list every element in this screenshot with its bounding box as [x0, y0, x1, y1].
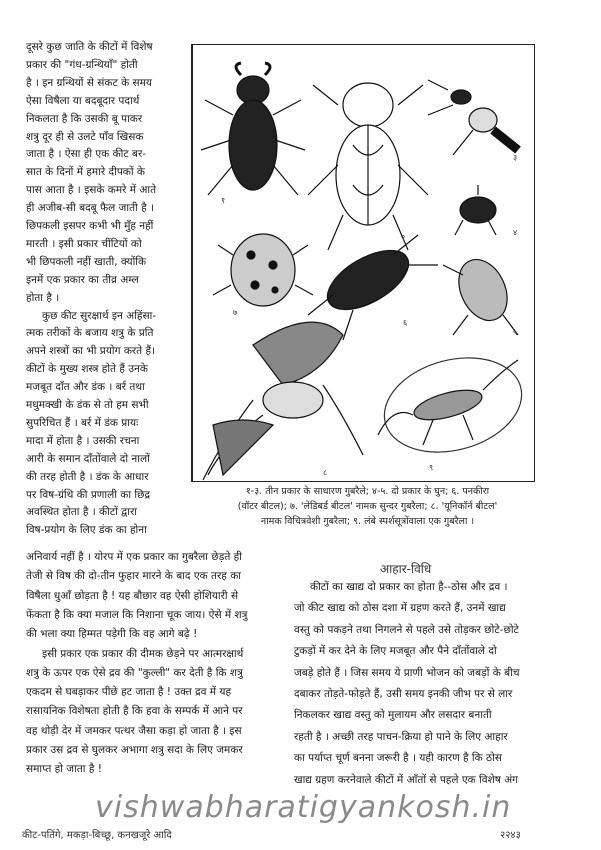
watermark: vishwabharatigyankosh.in	[95, 790, 512, 825]
text-line: वह थोड़ी देर में जमकर पत्थर जैसा कड़ा हो जाता है । इस	[26, 724, 242, 737]
text-line: ही अजीब-सी बदबू फैल जाती है ।	[26, 202, 155, 215]
text-line: मारती । इसी प्रकार चींटियों को	[26, 237, 142, 250]
text-line: कीटों के मुख्य शस्त्र होते हैं उनके	[26, 363, 148, 376]
text-line: होता है ।	[26, 291, 60, 304]
text-line: आरी के समान दाँतोंवाले दो नालों	[26, 452, 150, 465]
text-line: की तरह होती है । डंक के आधार	[26, 470, 149, 483]
rove-beetle-figure	[428, 80, 518, 155]
text-line: तेजी से विष की दो-तीन फुहार मारने के बाद एक तरह का	[26, 570, 242, 583]
text-line: इसी प्रकार एक प्रकार की दीमक छेड़ने पर आत्मरक्षार्थ	[42, 647, 244, 660]
text-line: दूसरे कुछ जाति के कीटों में विशेष	[26, 41, 153, 53]
text-line: इनमें एक प्रकार का तीव्र अम्ल	[26, 273, 139, 286]
caption-line: नामक विचित्रवेशी गुबरैला; ९. लंबे स्पर्शसूत्रोंवाला एक गुबरैला ।	[260, 516, 475, 527]
unicorn-beetle-figure	[203, 322, 363, 480]
text-line: जाता है । ऐसा ही एक कीट बर-	[26, 148, 147, 161]
figure-caption	[200, 484, 535, 529]
caption-line: १-३. तीन प्रकार के साधारण गुबरैले; ४-५. दो प्रकार के घुन; ६. पनकीरा	[245, 486, 490, 497]
text-line: जो कीट खाद्य को ठोस दशा में ग्रहण करते हैं, उनमें खाद्य	[294, 602, 506, 615]
text-line: समाप्त हो जाता है !	[26, 763, 102, 776]
text-line: मादा में होता है । उसकी रचना	[26, 434, 140, 447]
ladybird-figure	[213, 234, 313, 306]
stag-beetle-figure	[201, 63, 305, 195]
figure-label: ९	[429, 463, 434, 472]
figure-label: १	[221, 196, 226, 205]
text-line: निकलकर खाद्य वस्तु को मुलायम और लसदार बनाती	[294, 709, 492, 722]
text-line: प्रकार की "गंध-ग्रन्थियाँ" होती	[26, 58, 138, 71]
text-line: है । इन ग्रन्थियों से संकट के समय	[26, 76, 152, 89]
goliath-beetle-figure	[308, 83, 428, 250]
text-line: कीटों का खाद्य दो प्रकार का होता है--ठोस और द्रव ।	[310, 581, 508, 593]
text-line: पास आता है । इसके कमरे में आते	[26, 184, 157, 197]
text-line: मजबूत दाँत और डंक । बर्र तथा	[26, 381, 145, 394]
text-line: का पर्याप्त चूर्ण बनना जरूरी है । यही कारण है कि ठोस	[294, 752, 502, 765]
text-line: भी छिपकली नहीं खाती, क्योंकि	[26, 255, 147, 268]
text-line: छिपकली इसपर कभी भी मुँह नहीं	[26, 220, 154, 232]
text-line: त्मक तरीकों के बजाय शत्रु के प्रति	[26, 327, 154, 340]
text-line: सात के दिनों में हमारे दीपकों के	[26, 166, 145, 179]
text-line: रासायनिक विशेषता होती है कि हवा के सम्पर्क में आने पर	[26, 705, 243, 718]
figure-label: ५	[513, 328, 518, 337]
text-line: ऐसा विषैला या बदबूदार पदार्थ	[26, 94, 140, 107]
text-line: अपने शस्त्रों का भी प्रयोग करते हैं।	[26, 345, 156, 358]
text-line: पर विष-ग्रंथि की प्रणाली का छिद्र	[26, 488, 151, 501]
text-line: निकलता है कि उसकी बू पाकर	[26, 112, 143, 125]
running-footer: कीट-पतिंगे, मकड़ा-बिच्छू, कनखजूरे आदि	[22, 830, 172, 841]
beetle-illustration	[191, 44, 535, 482]
figure-label: ७	[233, 308, 238, 317]
text-line: टुकड़ों में कर देने के लिए मजबूत और पैने दाँतोंवाले दो	[294, 645, 497, 658]
figure-label: ६	[403, 318, 408, 327]
text-line: प्रकार उस द्रव से घुलकर अभागा शत्रु सदा के लिए जमकर	[26, 744, 243, 756]
text-line: अवस्थित होता है । कीटों द्वारा	[26, 506, 137, 519]
text-line: फेंकता है कि क्या मजाल कि निशाना चूक जाय। ऐसे में शत्रु	[26, 608, 248, 621]
text-line: रहती है । अच्छी तरह पाचन-क्रिया हो पाने के लिए आहार	[294, 730, 508, 743]
weevil-figure-2	[443, 252, 518, 335]
text-line: मधुमक्खी के डंक से तो हम सभी	[26, 399, 149, 411]
page-number: २२४३	[500, 830, 521, 841]
figure-label: २	[401, 233, 406, 242]
beetles-drawing	[193, 45, 534, 481]
figure-label: ८	[323, 468, 328, 477]
text-line: की भला क्या हिम्मत पड़ेगी कि वह आगे बढ़े !	[26, 628, 198, 641]
text-line: खाद्य ग्रहण करनेवाले कीटों में आँतों से पहले एक विशेष अंग	[294, 773, 519, 786]
text-line: अनिवार्य नहीं है । योरप में एक प्रकार का गुबरैला छेड़ते ही	[26, 551, 242, 563]
weevil-figure	[455, 185, 496, 235]
text-line: शत्रु के ऊपर एक ऐसे द्रव की "कुल्ली" कर देती है कि शत्रु	[26, 666, 243, 679]
text-line: शत्रु दूर ही से उलटे पाँव खिसक	[26, 130, 144, 143]
text-line: दबाकर तोड़ते-फोड़ते हैं, उसी समय इनकी जीभ पर से लार	[294, 688, 513, 700]
text-line: सुपरिचित हैं । बर्र में डंक प्रायः	[26, 416, 139, 429]
longhorn-beetle-figure	[374, 343, 533, 466]
text-line: विष-प्रयोग के लिए डंक का होना	[26, 524, 147, 537]
text-line: वस्तु को पकड़ने तथा निगलने से पहले उसे तोड़कर छोटे-छोटे	[294, 623, 519, 636]
text-line: एकदम से घबड़ाकर पीछे हट जाता है ! उक्त द्रव में यह	[26, 686, 232, 699]
figure-label: ३	[513, 153, 518, 162]
caption-line: (वॉटर बीटल); ७. 'लेडिबर्ड बीटल' नामक सुन्दर गुबरैला; ८. 'यूनिकॉर्न बीटल'	[237, 501, 498, 512]
text-line: कुछ कीट सुरक्षार्थ इन अहिंसा-	[42, 309, 157, 322]
figure-label: ४	[513, 228, 518, 237]
text-line: जबड़े होते हैं । जिस समय ये प्राणी भोजन को जबड़ों के बीच	[294, 666, 520, 679]
section-heading: आहार-विधि	[380, 562, 432, 576]
text-line: विषैला धुआँ छोड़ता है ! यह बौछार वह ऐसी होशियारी से	[26, 589, 239, 602]
